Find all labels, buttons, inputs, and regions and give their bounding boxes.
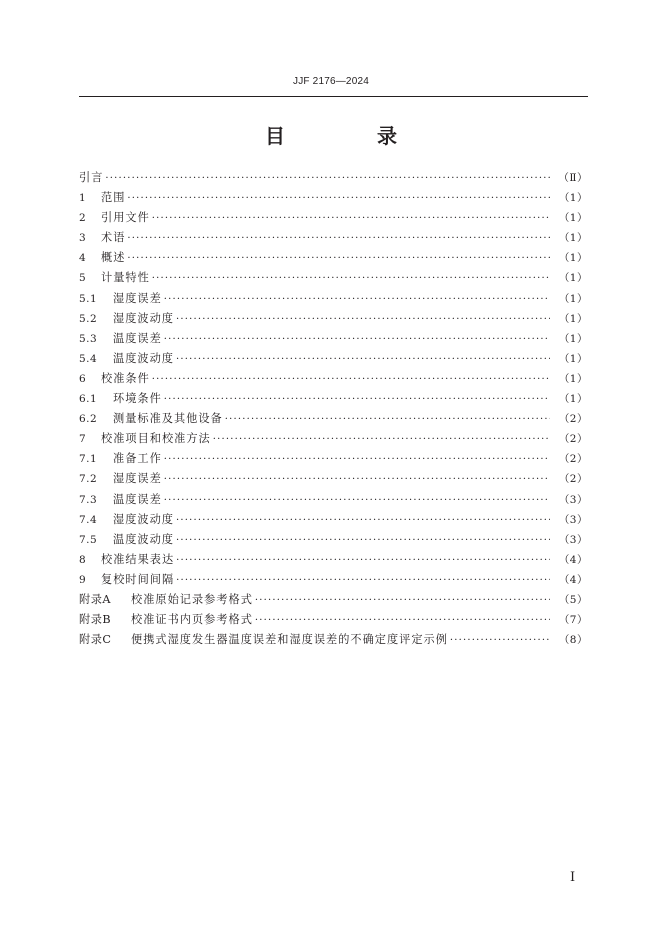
- toc-entry-number: 8: [79, 553, 87, 566]
- toc-entry-label: 引言: [79, 171, 104, 184]
- toc-entry-page: （1）: [558, 192, 588, 205]
- toc-entry-page: （2）: [558, 453, 588, 466]
- toc-entry[interactable]: [79, 389, 588, 409]
- toc-entry-page: （3）: [558, 533, 588, 546]
- toc-leader-dots: [176, 571, 550, 591]
- toc-entry-label: 便携式湿度发生器温度误差和湿度误差的不确定度评定示例: [131, 633, 448, 647]
- toc-leader-dots: [105, 169, 550, 189]
- toc-entry[interactable]: [79, 449, 588, 469]
- toc-leader-dots: [164, 491, 550, 511]
- toc-entry[interactable]: [79, 228, 588, 248]
- toc-entry-page: （3）: [558, 513, 588, 526]
- page-number: Ⅰ: [570, 869, 576, 884]
- toc-entry-page: （8）: [558, 634, 588, 647]
- toc-entry[interactable]: [79, 490, 588, 510]
- toc-entry[interactable]: [79, 248, 588, 268]
- toc-leader-dots: [164, 470, 550, 490]
- toc-entry-page: （4）: [558, 573, 588, 586]
- toc-leader-dots: [176, 551, 550, 571]
- toc-entry[interactable]: [79, 590, 588, 610]
- toc-leader-dots: [255, 611, 550, 631]
- header-divider: [79, 96, 588, 97]
- toc-entry-page: （1）: [558, 272, 588, 285]
- toc-leader-dots: [152, 370, 550, 390]
- toc-entry-label: 校准证书内页参考格式: [131, 613, 253, 627]
- toc-entry-page: （7）: [558, 614, 588, 627]
- toc-entry-label: 引用文件: [101, 211, 150, 225]
- toc-entry-label: 计量特性: [101, 271, 150, 285]
- toc-entry-label: 概述: [101, 251, 126, 265]
- toc-entry[interactable]: [79, 469, 588, 489]
- toc-entry-number: 7.3: [79, 493, 98, 506]
- toc-entry[interactable]: [79, 409, 588, 429]
- toc-leader-dots: [127, 249, 550, 269]
- toc-entry-number: 5.2: [79, 312, 98, 325]
- toc-entry-number: 3: [79, 232, 87, 245]
- toc-entry-number: 7: [79, 433, 87, 446]
- toc-entry[interactable]: [79, 268, 588, 288]
- toc-entry-label: 校准项目和校准方法: [101, 432, 211, 446]
- toc-entry-label: 湿度波动度: [113, 512, 174, 526]
- toc-leader-dots: [127, 229, 550, 249]
- toc-entry-number: 2: [79, 212, 87, 225]
- toc-leader-dots: [152, 209, 550, 229]
- toc-entry-number: 5.1: [79, 292, 98, 305]
- toc-entry[interactable]: [79, 188, 588, 208]
- toc-entry-number: 附录A: [79, 592, 111, 606]
- toc-entry-page: （1）: [558, 372, 588, 385]
- toc-entry[interactable]: [79, 570, 588, 590]
- toc-entry-number: 7.2: [79, 473, 98, 486]
- toc-entry-label: 湿度波动度: [113, 311, 174, 325]
- toc-entry-number: 7.4: [79, 513, 98, 526]
- toc-leader-dots: [213, 430, 550, 450]
- toc-entry-number: 5.3: [79, 332, 98, 345]
- toc-entry-label: 测量标准及其他设备: [113, 412, 223, 426]
- toc-entry-number: 7.1: [79, 453, 98, 466]
- toc-leader-dots: [127, 189, 550, 209]
- toc-entry-page: （3）: [558, 493, 588, 506]
- toc-leader-dots: [176, 350, 550, 370]
- toc-entry[interactable]: [79, 329, 588, 349]
- toc-entry-number: 9: [79, 573, 87, 586]
- toc-entry-page: （1）: [558, 312, 588, 325]
- toc-entry-page: （5）: [558, 593, 588, 606]
- page-title: 目 录: [265, 124, 433, 148]
- toc-entry-label: 温度误差: [113, 492, 162, 506]
- toc-entry-number: 5: [79, 272, 87, 285]
- toc-entry-page: （2）: [558, 413, 588, 426]
- toc-entry-page: （1）: [558, 332, 588, 345]
- toc-entry-label: 术语: [101, 231, 126, 245]
- toc-entry-label: 校准结果表达: [101, 552, 175, 566]
- toc-entry-page: （1）: [558, 352, 588, 365]
- toc-entry[interactable]: [79, 369, 588, 389]
- toc-entry-page: （1）: [558, 252, 588, 265]
- toc-leader-dots: [450, 631, 550, 651]
- toc-entry-number: 附录C: [79, 633, 112, 647]
- toc-entry[interactable]: [79, 550, 588, 570]
- toc-entry-label: 范围: [101, 191, 126, 205]
- toc-entry-page: （1）: [558, 393, 588, 406]
- toc-entry-label: 温度波动度: [113, 351, 174, 365]
- toc-entry-label: 校准条件: [101, 371, 150, 385]
- toc-entry[interactable]: [79, 349, 588, 369]
- toc-entry[interactable]: [79, 289, 588, 309]
- toc-leader-dots: [164, 450, 550, 470]
- toc-entry-number: 附录B: [79, 613, 112, 627]
- toc-leader-dots: [176, 511, 550, 531]
- toc-entry[interactable]: [79, 429, 588, 449]
- toc-entry[interactable]: [79, 309, 588, 329]
- toc-leader-dots: [164, 290, 550, 310]
- toc-entry-number: 6: [79, 372, 87, 385]
- toc-entry-label: 温度误差: [113, 331, 162, 345]
- toc-entry-label: 复校时间间隔: [101, 572, 175, 586]
- toc-entry[interactable]: [79, 610, 588, 630]
- toc-entry-page: （2）: [558, 433, 588, 446]
- toc-leader-dots: [164, 390, 550, 410]
- toc-entry-label: 环境条件: [113, 392, 162, 406]
- toc-entry-page: （1）: [558, 212, 588, 225]
- toc-entry-number: 6.1: [79, 393, 98, 406]
- toc-entry-label: 湿度误差: [113, 472, 162, 486]
- toc-entry-number: 6.2: [79, 413, 98, 426]
- toc-entry-number: 1: [79, 192, 87, 205]
- document-code: JJF 2176—2024: [293, 76, 369, 87]
- toc-entry-label: 温度波动度: [113, 532, 174, 546]
- toc-entry-number: 5.4: [79, 352, 98, 365]
- toc-leader-dots: [176, 531, 550, 551]
- toc-entry-number: 7.5: [79, 533, 98, 546]
- toc-entry-page: （1）: [558, 292, 588, 305]
- toc-leader-dots: [225, 410, 550, 430]
- toc-entry[interactable]: [79, 510, 588, 530]
- toc-entry-label: 湿度误差: [113, 291, 162, 305]
- toc-leader-dots: [152, 269, 550, 289]
- toc-entry[interactable]: [79, 168, 588, 188]
- toc-entry[interactable]: [79, 530, 588, 550]
- toc-entry-label: 准备工作: [113, 452, 162, 466]
- toc-entry-number: 4: [79, 252, 87, 265]
- toc-entry-page: （Ⅱ）: [558, 172, 588, 184]
- table-of-contents: [79, 168, 588, 650]
- toc-entry[interactable]: [79, 630, 588, 650]
- toc-entry-page: （1）: [558, 232, 588, 245]
- toc-entry-page: （4）: [558, 553, 588, 566]
- toc-entry-page: （2）: [558, 473, 588, 486]
- toc-leader-dots: [255, 591, 550, 611]
- toc-leader-dots: [164, 330, 550, 350]
- toc-leader-dots: [176, 310, 550, 330]
- toc-entry[interactable]: [79, 208, 588, 228]
- toc-entry-label: 校准原始记录参考格式: [131, 592, 253, 606]
